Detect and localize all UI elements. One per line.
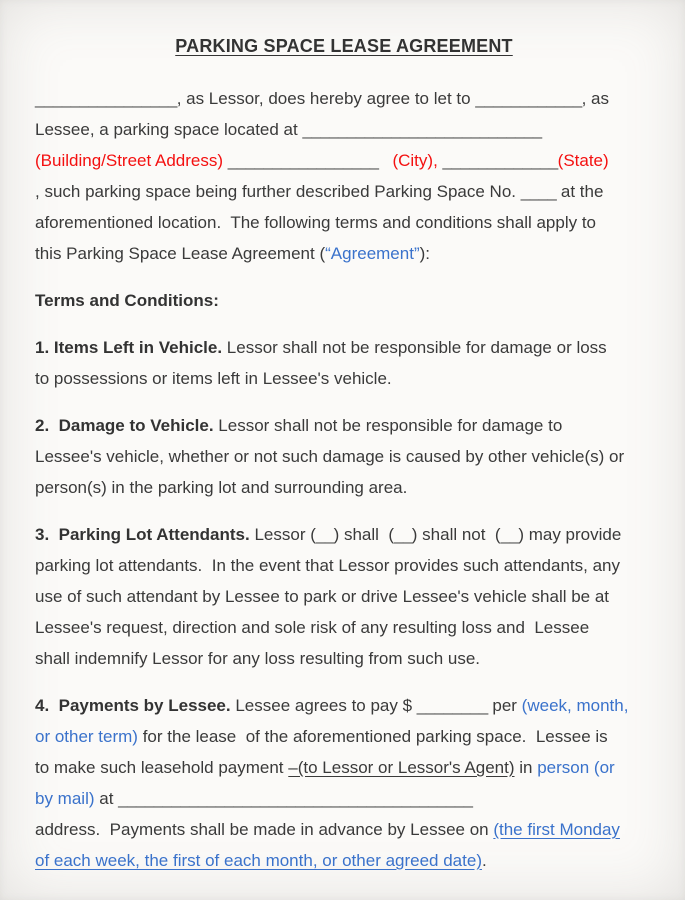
fill-in-blank: ________ bbox=[416, 696, 488, 715]
text-run: Lessee agrees to pay $ bbox=[230, 696, 417, 715]
document-line bbox=[35, 145, 653, 176]
text-run: , such parking space being further described Parking Space No. bbox=[35, 182, 521, 201]
text-run: Lessor shall not be responsible for damage to bbox=[213, 416, 563, 435]
document-line bbox=[35, 845, 653, 876]
text-run: ) shall not ( bbox=[411, 525, 501, 544]
fill-in-blank: ____________ bbox=[475, 89, 582, 108]
text-run: to possessions or items left in Lessee's vehicle. bbox=[35, 369, 392, 388]
text-run: per bbox=[487, 696, 522, 715]
document-line bbox=[35, 207, 653, 238]
text-run: by mail) bbox=[35, 789, 95, 808]
text-run: or other term) bbox=[35, 727, 138, 746]
text-run: for the lease of the aforementioned parking space. Lessee is bbox=[137, 727, 608, 746]
text-run: 3. Parking Lot Attendants. bbox=[35, 525, 250, 544]
text-run: person(s) in the parking lot and surrounding area. bbox=[35, 478, 408, 497]
document-line bbox=[35, 238, 653, 269]
text-run: (week, month, bbox=[521, 696, 629, 715]
text-run: . bbox=[481, 851, 487, 870]
document-line bbox=[35, 690, 653, 721]
section-1-items-left-in-vehicle bbox=[35, 332, 653, 394]
fill-in-blank: _____________ bbox=[442, 151, 558, 170]
text-run: ): bbox=[419, 244, 430, 263]
text-run: Lessor ( bbox=[249, 525, 316, 544]
text-run: Lessee's vehicle, whether or not such damage is caused by other vehicle(s) or bbox=[35, 447, 625, 466]
text-run: Lessee's request, direction and sole risk of any resulting loss and Lessee bbox=[35, 618, 590, 637]
document-line bbox=[35, 332, 653, 363]
text-run: parking lot attendants. In the event that Lessor provides such attendants, any bbox=[35, 556, 620, 575]
document-line bbox=[35, 285, 653, 316]
text-run: 4. Payments by Lessee. bbox=[35, 696, 231, 715]
text-run: (the first Monday bbox=[493, 820, 620, 839]
fill-in-blank: __ bbox=[315, 525, 334, 544]
section-4-payments-by-lessee bbox=[35, 690, 653, 876]
text-run: aforementioned location. The following terms and conditions shall apply to bbox=[35, 213, 597, 232]
text-run: at the bbox=[556, 182, 604, 201]
text-run: in bbox=[514, 758, 538, 777]
text-run: , as bbox=[581, 89, 609, 108]
fill-in-blank: __ bbox=[394, 525, 412, 544]
document-line bbox=[35, 581, 653, 612]
section-3-parking-lot-attendants bbox=[35, 519, 653, 674]
text-run: 1. Items Left in Vehicle. bbox=[35, 338, 223, 357]
text-run bbox=[378, 151, 392, 170]
fill-in-blank: __ bbox=[500, 525, 519, 544]
fill-in-blank: ___________________________ bbox=[302, 120, 542, 139]
text-run: at bbox=[94, 789, 119, 808]
text-run: ) may provide bbox=[518, 525, 622, 544]
document-title: PARKING SPACE LEASE AGREEMENT bbox=[175, 36, 513, 56]
document-line bbox=[35, 814, 653, 845]
terms-and-conditions-heading bbox=[35, 285, 653, 316]
document-body bbox=[35, 83, 653, 876]
document-line bbox=[35, 472, 653, 503]
text-run: (Building/Street Address) bbox=[35, 151, 228, 170]
document-line bbox=[35, 783, 653, 814]
text-run: Lessee, a parking space located at bbox=[35, 120, 303, 139]
text-run: to make such leasehold payment bbox=[35, 758, 289, 777]
fill-in-blank: _________________ bbox=[227, 151, 379, 170]
text-run: ) shall ( bbox=[333, 525, 395, 544]
document-line bbox=[35, 752, 653, 783]
fill-in-blank: ____ bbox=[520, 182, 557, 201]
text-run: 2. Damage to Vehicle. bbox=[35, 416, 214, 435]
fill-in-blank: ________________________________________ bbox=[118, 789, 473, 808]
text-run: (State) bbox=[557, 151, 609, 170]
document-line bbox=[35, 410, 653, 441]
document-line bbox=[35, 519, 653, 550]
document-line bbox=[35, 643, 653, 674]
text-run: (City), bbox=[392, 151, 438, 170]
text-run: person (or bbox=[537, 758, 615, 777]
document-line bbox=[35, 612, 653, 643]
document-line bbox=[35, 441, 653, 472]
text-run: this Parking Space Lease Agreement ( bbox=[35, 244, 326, 263]
text-run: use of such attendant by Lessee to park or drive Lessee's vehicle shall be at bbox=[35, 587, 610, 606]
text-run: , as Lessor, does hereby agree to let to bbox=[176, 89, 476, 108]
text-run: shall indemnify Lessor for any loss resulting from such use. bbox=[35, 649, 481, 668]
text-run: “Agreement” bbox=[325, 244, 420, 263]
intro-paragraph bbox=[35, 83, 653, 269]
text-run: Terms and Conditions: bbox=[35, 291, 219, 310]
document-line bbox=[35, 114, 653, 145]
text-run: Lessor shall not be responsible for damage or loss bbox=[222, 338, 607, 357]
document-line bbox=[35, 721, 653, 752]
document-line bbox=[35, 550, 653, 581]
document-line bbox=[35, 83, 653, 114]
document-line bbox=[35, 176, 653, 207]
text-run: –(to Lessor or Lessor's Agent) bbox=[288, 758, 515, 777]
fill-in-blank: ________________ bbox=[35, 89, 177, 108]
document-line bbox=[35, 363, 653, 394]
text-run: of each week, the first of each month, or other agreed date) bbox=[35, 851, 482, 870]
section-2-damage-to-vehicle bbox=[35, 410, 653, 503]
text-run: address. Payments shall be made in advance by Lessee on bbox=[35, 820, 494, 839]
